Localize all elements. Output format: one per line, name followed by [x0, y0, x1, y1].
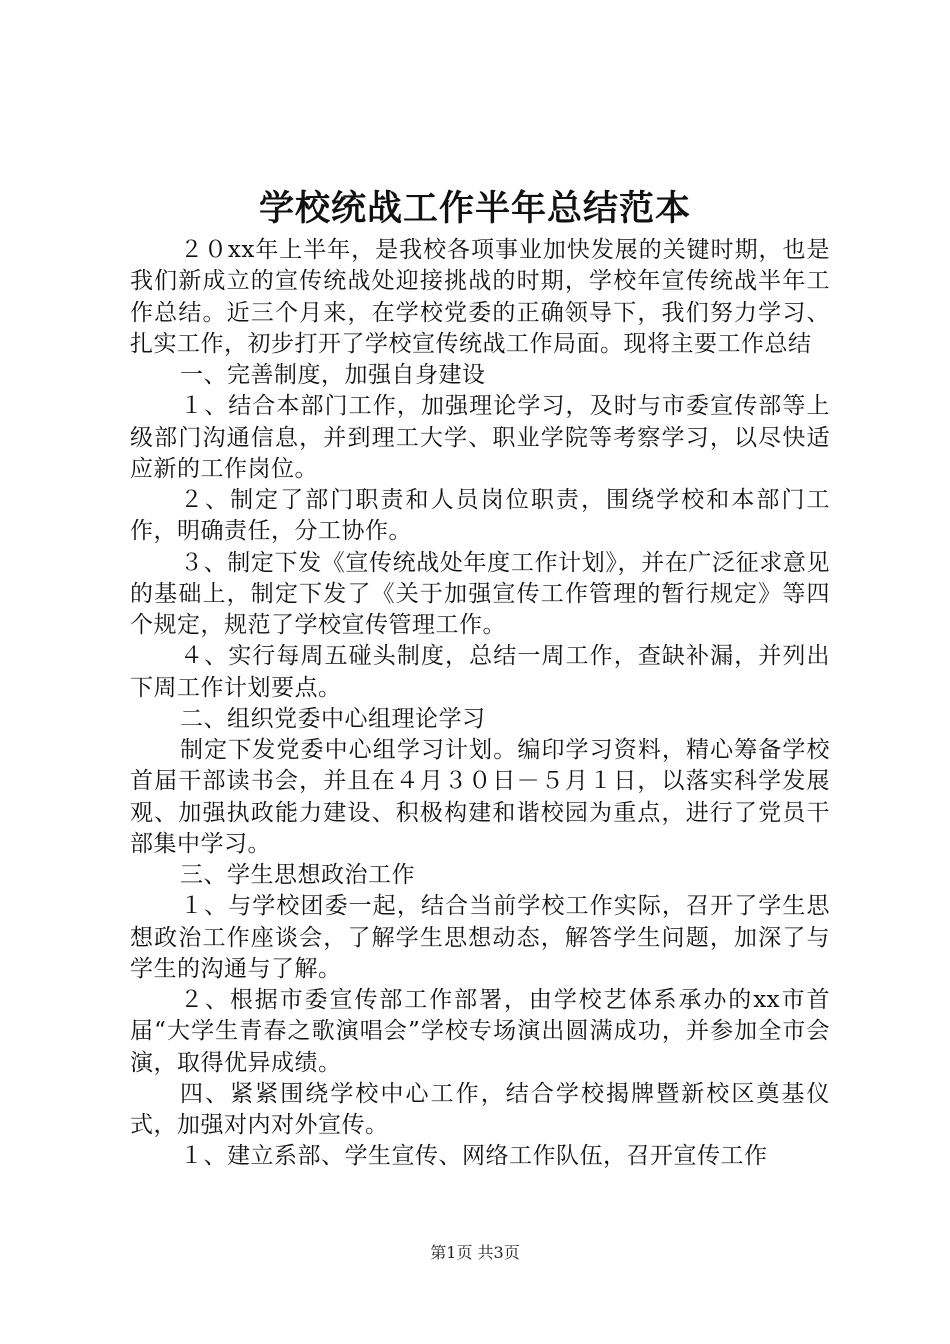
paragraph-item: ３、制定下发《宣传统战处年度工作计划》，并在广泛征求意见的基础上，制定下发了《关于加强宣传工作管理的暂行规定》等四个规定，规范了学校宣传管理工作。	[130, 549, 830, 638]
section-heading-4: 四、紧紧围绕学校中心工作，结合学校揭牌暨新校区奠基仪式，加强对内对外宣传。	[130, 1080, 830, 1138]
paragraph-item: ２、根据市委宣传部工作部署，由学校艺体系承办的xx市首届“大学生青春之歌演唱会”学校专场演出圆满成功，并参加全市会演，取得优异成绩。	[130, 987, 830, 1076]
paragraph-item: １、建立系部、学生宣传、网络工作队伍，召开宣传工作	[180, 1143, 768, 1170]
paragraph-item: １、与学校团委一起，结合当前学校工作实际，召开了学生思想政治工作座谈会，了解学生思想动态，解答学生问题，加深了与学生的沟通与了解。	[130, 893, 830, 982]
section-heading-3: 三、学生思想政治工作	[180, 862, 415, 888]
paragraph-item: 制定下发党委中心组学习计划。编印学习资料，精心筹备学校首届干部读书会，并且在４月３０日－５月１日，以落实科学发展观、加强执政能力建设、积极构建和谐校园为重点，进行了党员干部集中学习。	[130, 737, 830, 857]
document-body	[130, 235, 830, 1173]
paragraph-item: １、结合本部门工作，加强理论学习，及时与市委宣传部等上级部门沟通信息，并到理工大学、职业学院等考察学习，以尽快适应新的工作岗位。	[130, 393, 830, 482]
section-heading-2: 二、组织党委中心组理论学习	[180, 705, 486, 732]
paragraph-intro: ２０xx年上半年，是我校各项事业加快发展的关键时期，也是我们新成立的宣传统战处迎接挑战的时期，学校年宣传统战半年工作总结。近三个月来，在学校党委的正确领导下，我们努力学习、扎实工作，初步打开了学校宣传统战工作局面。现将主要工作总结	[130, 237, 830, 357]
section-heading-1: 一、完善制度，加强自身建设	[180, 362, 486, 388]
document-title: 学校统战工作半年总结范本	[258, 188, 691, 229]
paragraph-item: ４、实行每周五碰头制度，总结一周工作，查缺补漏，并列出下周工作计划要点。	[130, 643, 830, 701]
paragraph-item: ２、制定了部门职责和人员岗位职责，围绕学校和本部门工作，明确责任，分工协作。	[130, 487, 830, 545]
page-footer: 第1页 共3页	[430, 1243, 520, 1262]
